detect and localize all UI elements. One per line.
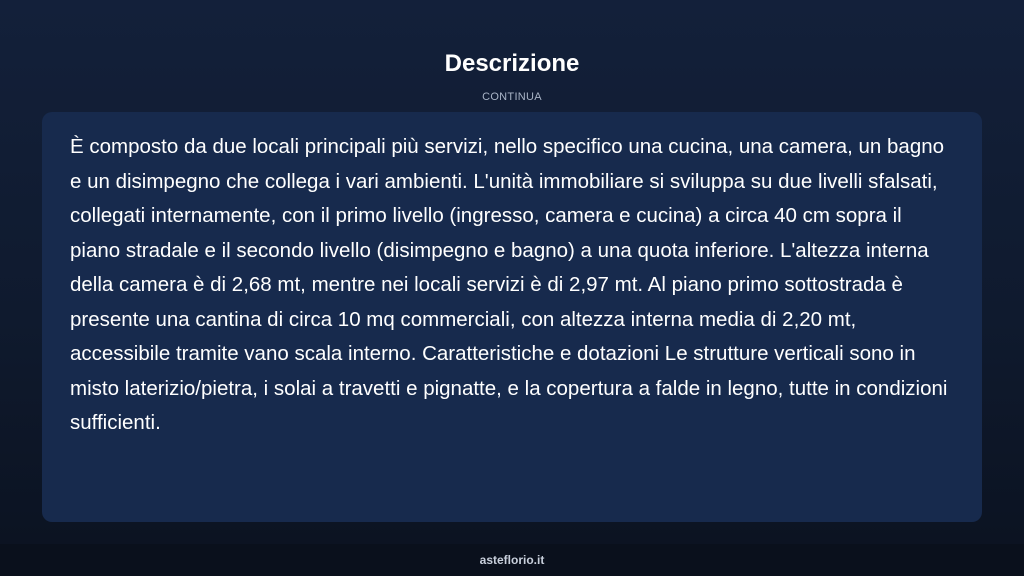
- description-card: [42, 112, 982, 522]
- footer-site-label: asteflorio.it: [479, 553, 545, 567]
- description-text: È composto da due locali principali più servizi, nello specifico una cucina, una camera, un bagno e un disimpegno che collega i vari ambienti. L'unità immobiliare si sviluppa su due livelli sfalsati, collegati internamente, con il primo livello (ingresso, camera e cucina) a circa 40 cm sopra il piano stradale e il secondo livello (disimpegno e bagno) a una quota inferiore. L'altezza interna della camera è di 2,68 mt, mentre nei locali servizi è di 2,97 mt. Al piano primo sottostrada è presente una cantina di circa 10 mq commerciali, con altezza interna media di 2,20 mt, accessibile tramite vano scala interno. Caratteristiche e dotazioni Le strutture verticali sono in misto laterizio/pietra, i solai a travetti e pignatte, e la copertura a falde in legno, tutte in condizioni sufficienti.: [70, 135, 948, 434]
- footer-bar: [0, 544, 1024, 576]
- page-header: [0, 48, 1024, 104]
- page-title: Descrizione: [444, 50, 580, 77]
- continue-link[interactable]: CONTINUA: [482, 91, 542, 103]
